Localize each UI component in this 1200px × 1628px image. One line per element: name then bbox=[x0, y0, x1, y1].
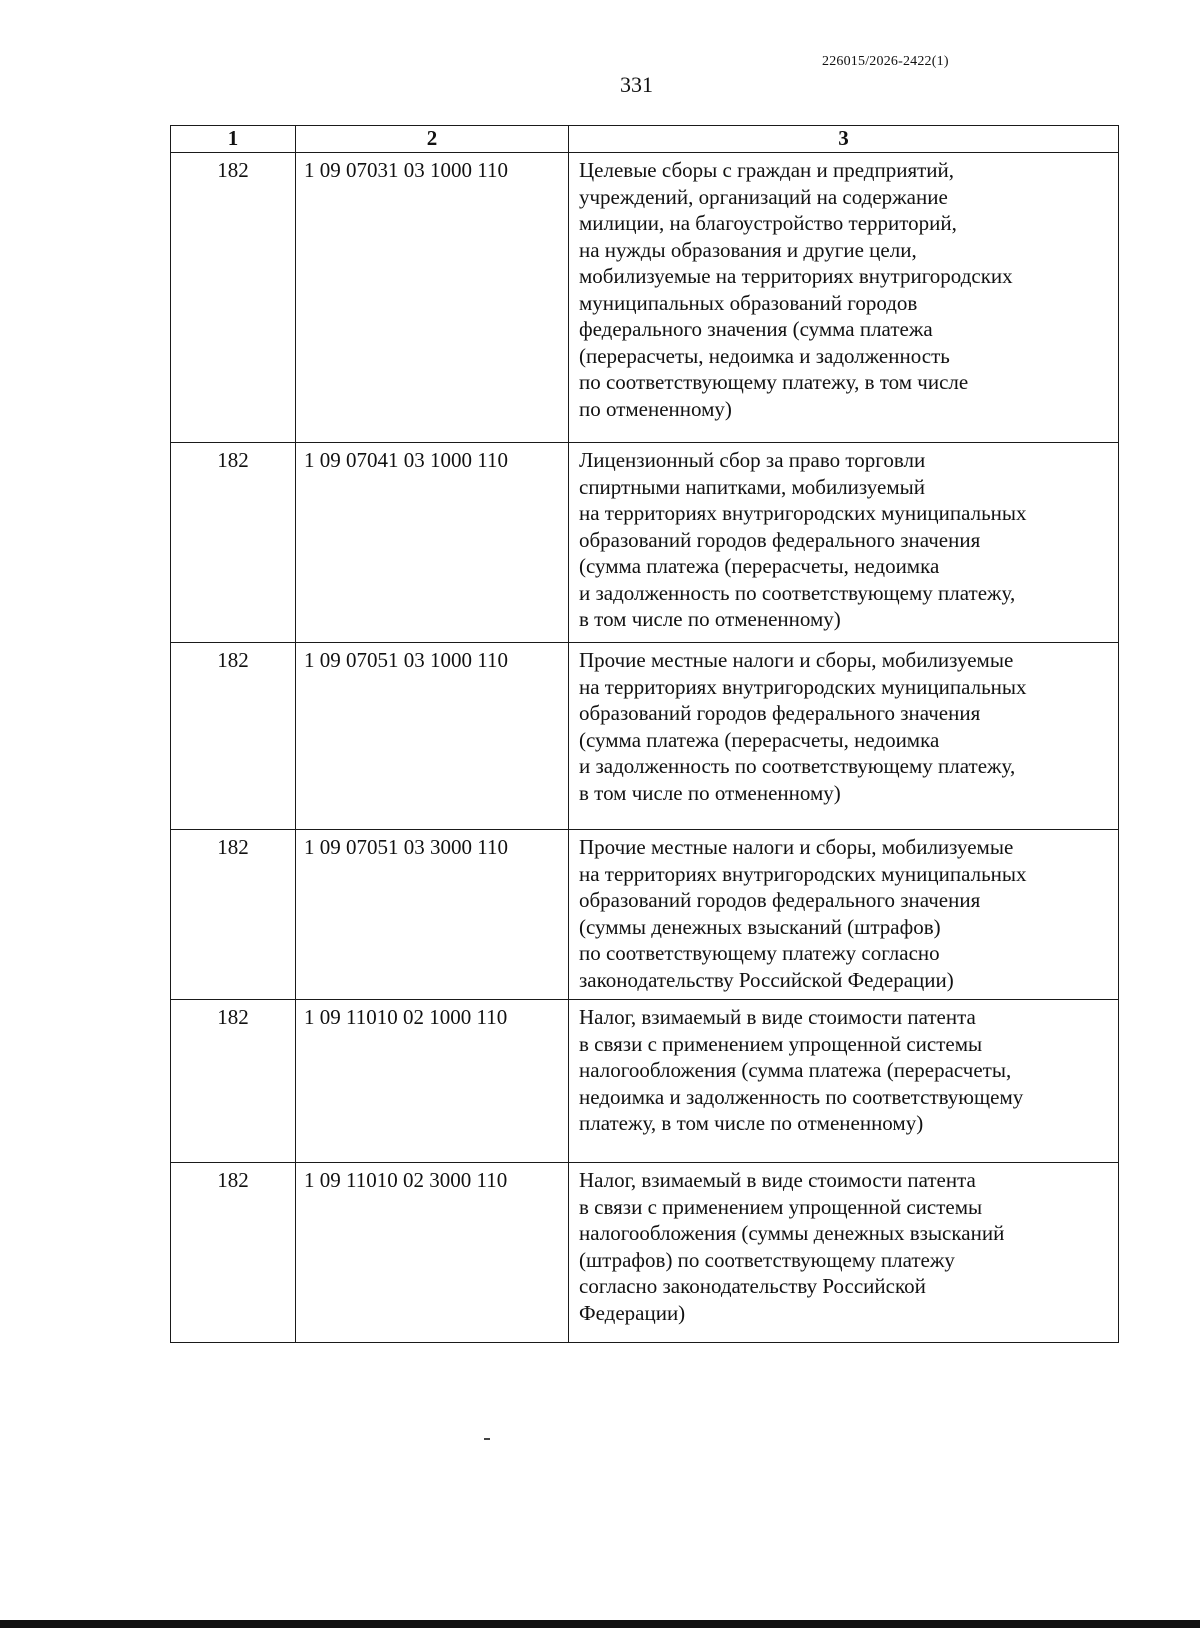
table-row bbox=[171, 1000, 1119, 1163]
description-line: (сумма платежа (перерасчеты, недоимка bbox=[579, 554, 940, 578]
table-header-row bbox=[171, 126, 1119, 153]
classification-code-cell: 1 09 07051 03 1000 110 bbox=[296, 643, 569, 830]
description-line: по отмененному) bbox=[579, 396, 732, 421]
table-row bbox=[171, 830, 1119, 1000]
description-line: Прочие местные налоги и сборы, мобилизуемые bbox=[579, 648, 1014, 672]
description-line: учреждений, организаций на содержание bbox=[579, 184, 948, 209]
description-line: законодательству Российской Федерации) bbox=[579, 967, 954, 992]
description-line: (перерасчеты, недоимка и задолженность bbox=[579, 343, 950, 368]
description-line: на территориях внутригородских муниципальных bbox=[579, 861, 1027, 886]
description-line: мобилизуемые на территориях внутригородских bbox=[579, 264, 1013, 288]
classification-code-cell: 1 09 11010 02 3000 110 bbox=[296, 1163, 569, 1343]
classification-code-cell: 1 09 07051 03 3000 110 bbox=[296, 830, 569, 1000]
description-line: муниципальных образований городов bbox=[579, 290, 918, 315]
revenue-description-cell bbox=[569, 643, 1119, 830]
description-line: Федерации) bbox=[579, 1300, 686, 1325]
description-line: в том числе по отмененному) bbox=[579, 780, 841, 805]
description-line: образований городов федерального значения bbox=[579, 888, 981, 912]
admin-code-cell: 182 bbox=[171, 153, 296, 443]
description-line: согласно законодательству Российской bbox=[579, 1274, 926, 1298]
description-line: на территориях внутригородских муниципальных bbox=[579, 501, 1027, 525]
description-line: Налог, взимаемый в виде стоимости патента bbox=[579, 1168, 976, 1192]
description-line: Лицензионный сбор за право торговли bbox=[579, 448, 926, 472]
table-body bbox=[171, 153, 1119, 1343]
column-header-3: 3 bbox=[569, 126, 1119, 153]
classification-code-cell: 1 09 07031 03 1000 110 bbox=[296, 153, 569, 443]
admin-code-cell: 182 bbox=[171, 830, 296, 1000]
description-line: (штрафов) по соответствующему платежу bbox=[579, 1247, 955, 1272]
table-row bbox=[171, 1163, 1119, 1343]
description-line: в том числе по отмененному) bbox=[579, 607, 841, 631]
description-line: Прочие местные налоги и сборы, мобилизуемые bbox=[579, 835, 1014, 859]
description-line: на территориях внутригородских муниципальных bbox=[579, 674, 1027, 699]
column-header-1: 1 bbox=[171, 126, 296, 153]
document-registration-number: 226015/2026-2422(1) bbox=[822, 54, 949, 69]
description-line: по соответствующему платежу, в том числе bbox=[579, 370, 969, 394]
admin-code-cell: 182 bbox=[171, 643, 296, 830]
revenue-description-cell bbox=[569, 1163, 1119, 1343]
description-line: Целевые сборы с граждан и предприятий, bbox=[579, 158, 955, 182]
classification-code-cell: 1 09 07041 03 1000 110 bbox=[296, 443, 569, 643]
description-line: в связи с применением упрощенной системы bbox=[579, 1194, 983, 1219]
admin-code-cell: 182 bbox=[171, 443, 296, 643]
table-row bbox=[171, 153, 1119, 443]
description-line: недоимка и задолженность по соответствующему bbox=[579, 1084, 1024, 1109]
description-line: налогообложения (суммы денежных взысканий bbox=[579, 1221, 1005, 1245]
revenue-description-cell bbox=[569, 1000, 1119, 1163]
description-line: на нужды образования и другие цели, bbox=[579, 237, 917, 262]
admin-code-cell: 182 bbox=[171, 1000, 296, 1163]
table-row bbox=[171, 443, 1119, 643]
scan-bottom-edge bbox=[0, 1620, 1200, 1628]
description-line: и задолженность по соответствующему платежу, bbox=[579, 754, 1016, 778]
revenue-description-cell bbox=[569, 153, 1119, 443]
description-line: (сумма платежа (перерасчеты, недоимка bbox=[579, 727, 940, 752]
description-line: налогообложения (сумма платежа (перерасчеты, bbox=[579, 1058, 1012, 1082]
description-line: в связи с применением упрощенной системы bbox=[579, 1031, 983, 1056]
description-line: (суммы денежных взысканий (штрафов) bbox=[579, 914, 941, 939]
description-line: федерального значения (сумма платежа bbox=[579, 317, 933, 341]
column-header-2: 2 bbox=[296, 126, 569, 153]
scan-speck bbox=[484, 1438, 490, 1440]
description-line: и задолженность по соответствующему платежу, bbox=[579, 580, 1016, 605]
description-line: образований городов федерального значения bbox=[579, 527, 981, 552]
description-line: платежу, в том числе по отмененному) bbox=[579, 1111, 924, 1135]
revenue-description-cell bbox=[569, 443, 1119, 643]
description-line: по соответствующему платежу согласно bbox=[579, 941, 940, 965]
description-line: милиции, на благоустройство территорий, bbox=[579, 211, 957, 235]
description-line: спиртными напитками, мобилизуемый bbox=[579, 474, 925, 499]
budget-classification-table bbox=[170, 125, 1119, 1343]
table-row bbox=[171, 643, 1119, 830]
revenue-description-cell bbox=[569, 830, 1119, 1000]
page-number: 331 bbox=[620, 72, 653, 97]
description-line: образований городов федерального значения bbox=[579, 701, 981, 725]
description-line: Налог, взимаемый в виде стоимости патента bbox=[579, 1005, 976, 1029]
admin-code-cell: 182 bbox=[171, 1163, 296, 1343]
classification-code-cell: 1 09 11010 02 1000 110 bbox=[296, 1000, 569, 1163]
